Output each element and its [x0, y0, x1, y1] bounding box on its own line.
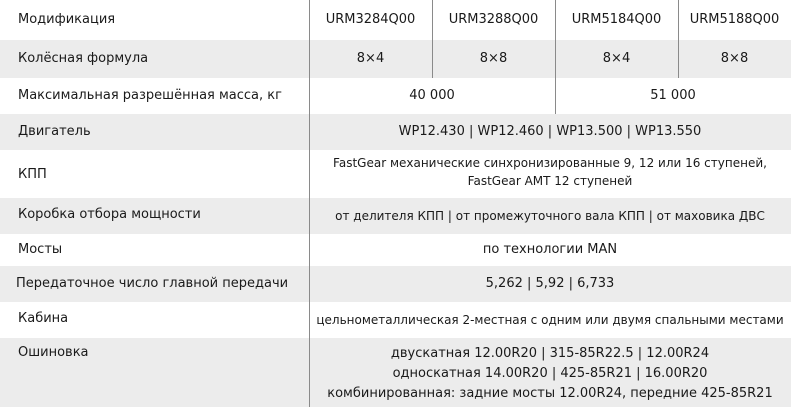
- model-urm5184q00: URM5184Q00: [571, 12, 662, 27]
- column-divider-2: [555, 0, 556, 114]
- table-row-final-drive-ratio: [0, 266, 791, 302]
- row-label-wheel-formula: Колёсная формула: [18, 51, 149, 66]
- row-label-final-drive-ratio: Передаточное число главной передачи: [16, 276, 289, 291]
- max-mass-urm51: 51 000: [650, 88, 696, 103]
- row-label-max-mass: Максимальная разрешённая масса, кг: [18, 88, 282, 103]
- table-row-axles: [0, 234, 791, 266]
- engine-value: WP12.430 | WP12.460 | WP13.500 | WP13.550: [398, 124, 702, 139]
- final-drive-ratio-value: 5,262 | 5,92 | 6,733: [485, 276, 615, 291]
- model-urm3288q00: URM3288Q00: [448, 12, 539, 27]
- table-row-cab: [0, 302, 791, 338]
- model-urm5188q00: URM5188Q00: [689, 12, 780, 27]
- wheel-formula-1: 8×4: [356, 51, 385, 66]
- wheel-formula-4: 8×8: [720, 51, 749, 66]
- tires-value: [309, 344, 791, 404]
- cab-value: цельнометаллическая 2-местная с одним или двумя спальными местами: [316, 313, 784, 327]
- table-row-modification: [0, 0, 791, 40]
- gearbox-line-2: FastGear AMT 12 ступеней: [467, 174, 633, 188]
- table-row-tires: [0, 338, 791, 407]
- gearbox-value: [309, 154, 791, 190]
- max-mass-urm32: 40 000: [409, 88, 455, 103]
- row-label-axles: Мосты: [18, 242, 63, 257]
- column-divider-1: [432, 0, 433, 78]
- table-row-max-mass: [0, 78, 791, 114]
- column-divider-label: [309, 0, 310, 407]
- wheel-formula-3: 8×4: [602, 51, 631, 66]
- table-row-gearbox: [0, 150, 791, 198]
- row-label-engine: Двигатель: [18, 124, 91, 139]
- row-label-modification: Модификация: [18, 12, 116, 27]
- table-row-wheel-formula: [0, 40, 791, 78]
- row-label-gearbox: КПП: [18, 167, 47, 182]
- row-label-pto: Коробка отбора мощности: [18, 207, 201, 222]
- row-label-cab: Кабина: [18, 311, 69, 326]
- model-urm3284q00: URM3284Q00: [325, 12, 416, 27]
- pto-value: от делителя КПП | от промежуточного вала КПП | от маховика ДВС: [335, 209, 765, 223]
- wheel-formula-2: 8×8: [479, 51, 508, 66]
- row-label-tires: Ошиновка: [18, 345, 89, 360]
- tires-line-3: комбинированная: задние мосты 12.00R24, передние 425-85R21: [327, 386, 773, 401]
- column-divider-3: [678, 0, 679, 78]
- axles-value: по технологии MAN: [482, 242, 618, 257]
- table-row-engine: [0, 114, 791, 150]
- tires-line-2: односкатная 14.00R20 | 425-85R21 | 16.00R20: [392, 366, 708, 381]
- table-row-pto: [0, 198, 791, 234]
- tires-line-1: двускатная 12.00R20 | 315-85R22.5 | 12.00R24: [390, 346, 710, 361]
- gearbox-line-1: FastGear механические синхронизированные 9, 12 или 16 ступеней,: [333, 156, 767, 170]
